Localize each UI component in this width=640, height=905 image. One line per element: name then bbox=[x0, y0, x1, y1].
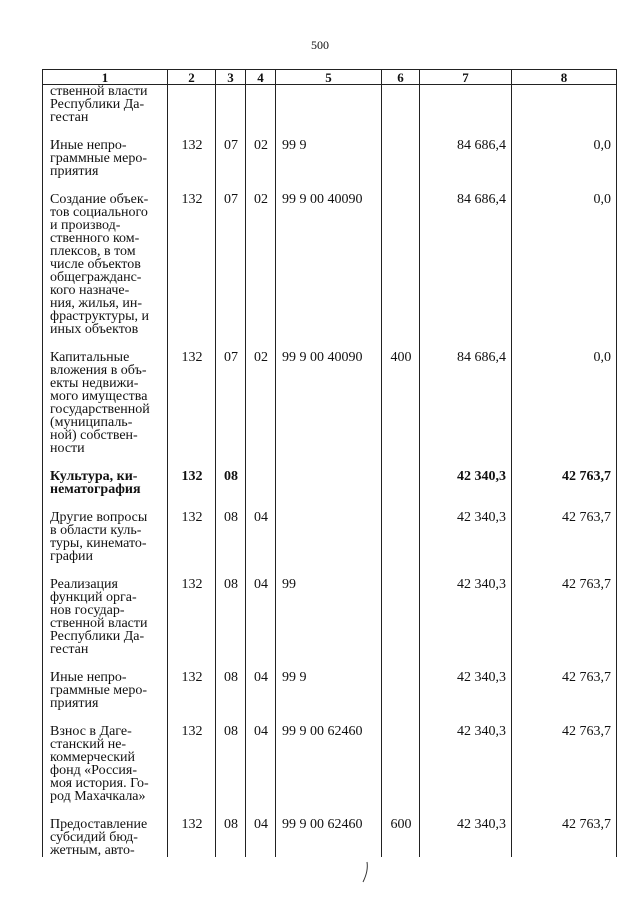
spacer-cell bbox=[216, 656, 246, 671]
table-row bbox=[43, 818, 617, 857]
spacer-cell bbox=[246, 803, 276, 818]
spacer-cell bbox=[276, 710, 382, 725]
row-name-line: Капитальные bbox=[50, 350, 130, 365]
cell-target-article: 99 9 00 62460 bbox=[276, 725, 382, 803]
cell-amount-year-1: 42 340,3 bbox=[420, 511, 512, 563]
table-row bbox=[43, 85, 617, 125]
budget-table bbox=[42, 69, 617, 857]
spacer-cell bbox=[512, 455, 617, 470]
page-number: 500 bbox=[311, 38, 329, 52]
row-name-line: Предоставление bbox=[50, 817, 148, 832]
row-name-cell bbox=[43, 351, 168, 455]
cell-amount-year-2: 42 763,7 bbox=[512, 578, 617, 656]
spacer-cell bbox=[512, 803, 617, 818]
row-name-line: числе объектов bbox=[50, 257, 141, 272]
spacer-cell bbox=[246, 178, 276, 193]
row-name-line: мого имущества bbox=[50, 389, 148, 404]
row-name-line: Реализация bbox=[50, 577, 118, 592]
row-name-cell bbox=[43, 671, 168, 710]
cell-admin-code: 132 bbox=[168, 578, 216, 656]
table-row bbox=[43, 193, 617, 336]
spacer-cell bbox=[246, 656, 276, 671]
cell-subsection: 04 bbox=[246, 578, 276, 656]
cell-amount-year-1: 42 340,3 bbox=[420, 818, 512, 857]
spacer-cell bbox=[168, 124, 216, 139]
cell-subsection: 02 bbox=[246, 193, 276, 336]
cell-section: 08 bbox=[216, 470, 246, 496]
spacer-cell bbox=[276, 656, 382, 671]
row-spacer bbox=[43, 803, 617, 818]
cell-expense-type: 400 bbox=[382, 351, 420, 455]
cell-admin-code: 132 bbox=[168, 139, 216, 178]
row-name-line: тов социального bbox=[50, 205, 148, 220]
row-name-line: приятия bbox=[50, 164, 99, 179]
cell-target-article: 99 9 00 62460 bbox=[276, 818, 382, 857]
row-name-line: плексов, в том bbox=[50, 244, 136, 259]
cell-expense-type bbox=[382, 470, 420, 496]
table-row bbox=[43, 470, 617, 496]
row-name-line: функций орга- bbox=[50, 590, 137, 605]
column-header-1: 1 bbox=[43, 70, 168, 85]
row-spacer bbox=[43, 124, 617, 139]
cell-expense-type bbox=[382, 578, 420, 656]
cell-amount-year-1: 84 686,4 bbox=[420, 351, 512, 455]
cell-amount-year-2: 42 763,7 bbox=[512, 725, 617, 803]
cell-admin-code: 132 bbox=[168, 511, 216, 563]
spacer-cell bbox=[168, 803, 216, 818]
table-row bbox=[43, 139, 617, 178]
spacer-cell bbox=[420, 336, 512, 351]
cell-section: 08 bbox=[216, 671, 246, 710]
cell-amount-year-2: 0,0 bbox=[512, 139, 617, 178]
cell-expense-type bbox=[382, 671, 420, 710]
spacer-cell bbox=[168, 455, 216, 470]
row-name-line: Республики Да- bbox=[50, 97, 145, 112]
spacer-cell bbox=[276, 455, 382, 470]
spacer-cell bbox=[216, 563, 246, 578]
table-row bbox=[43, 351, 617, 455]
spacer-cell bbox=[168, 336, 216, 351]
column-header-8: 8 bbox=[512, 70, 617, 85]
spacer-cell bbox=[420, 803, 512, 818]
spacer-cell bbox=[512, 336, 617, 351]
cell-section: 08 bbox=[216, 578, 246, 656]
row-name-line: гестан bbox=[50, 642, 89, 657]
spacer-cell bbox=[420, 455, 512, 470]
row-name-line: жетным, авто- bbox=[50, 843, 135, 858]
table-row bbox=[43, 511, 617, 563]
column-header-3: 3 bbox=[216, 70, 246, 85]
row-name-line: ственной власти bbox=[50, 84, 148, 99]
cell-admin-code: 132 bbox=[168, 351, 216, 455]
table-row bbox=[43, 578, 617, 656]
cell-expense-type bbox=[382, 193, 420, 336]
cell-admin-code: 132 bbox=[168, 671, 216, 710]
spacer-cell bbox=[216, 710, 246, 725]
cell-section bbox=[216, 85, 246, 125]
row-name-line: фонд «Россия- bbox=[50, 763, 137, 778]
spacer-cell bbox=[43, 710, 168, 725]
cell-section: 08 bbox=[216, 818, 246, 857]
spacer-cell bbox=[43, 178, 168, 193]
cell-amount-year-1: 84 686,4 bbox=[420, 193, 512, 336]
row-name-cell bbox=[43, 725, 168, 803]
row-name-line: моя история. Го- bbox=[50, 776, 149, 791]
row-name-line: (муниципаль- bbox=[50, 415, 133, 430]
row-name-line: ния, жилья, ин- bbox=[50, 296, 143, 311]
column-header-2: 2 bbox=[168, 70, 216, 85]
row-name-line: кого назначе- bbox=[50, 283, 130, 298]
row-name-line: субсидий бюд- bbox=[50, 830, 138, 845]
cell-amount-year-2: 42 763,7 bbox=[512, 511, 617, 563]
spacer-cell bbox=[216, 455, 246, 470]
row-spacer bbox=[43, 563, 617, 578]
cell-admin-code: 132 bbox=[168, 193, 216, 336]
cell-subsection: 04 bbox=[246, 725, 276, 803]
cell-amount-year-1: 84 686,4 bbox=[420, 139, 512, 178]
spacer-cell bbox=[246, 496, 276, 511]
cell-target-article bbox=[276, 470, 382, 496]
cell-subsection: 04 bbox=[246, 511, 276, 563]
row-name-line: Иные непро- bbox=[50, 670, 127, 685]
row-name-line: нематография bbox=[50, 482, 141, 497]
spacer-cell bbox=[43, 336, 168, 351]
spacer-cell bbox=[216, 496, 246, 511]
row-name-cell bbox=[43, 578, 168, 656]
row-name-line: граммные меро- bbox=[50, 683, 148, 698]
row-name-line: государственной bbox=[50, 402, 150, 417]
cell-target-article bbox=[276, 85, 382, 125]
cell-section: 07 bbox=[216, 139, 246, 178]
row-name-line: гестан bbox=[50, 110, 89, 125]
cell-expense-type bbox=[382, 725, 420, 803]
spacer-cell bbox=[43, 124, 168, 139]
spacer-cell bbox=[420, 563, 512, 578]
cell-target-article: 99 9 bbox=[276, 139, 382, 178]
row-name-line: Создание объек- bbox=[50, 192, 149, 207]
row-name-line: Другие вопросы bbox=[50, 510, 148, 525]
cell-target-article: 99 9 00 40090 bbox=[276, 193, 382, 336]
cell-admin-code bbox=[168, 85, 216, 125]
cell-expense-type bbox=[382, 139, 420, 178]
header-row bbox=[43, 70, 617, 85]
cell-amount-year-2: 42 763,7 bbox=[512, 671, 617, 710]
spacer-cell bbox=[216, 124, 246, 139]
cell-subsection: 02 bbox=[246, 139, 276, 178]
row-name-line: екты недвижи- bbox=[50, 376, 139, 391]
cell-admin-code: 132 bbox=[168, 470, 216, 496]
spacer-cell bbox=[382, 178, 420, 193]
column-header-4: 4 bbox=[246, 70, 276, 85]
spacer-cell bbox=[43, 803, 168, 818]
spacer-cell bbox=[168, 178, 216, 193]
cell-amount-year-2: 0,0 bbox=[512, 351, 617, 455]
row-name-line: графии bbox=[50, 549, 94, 564]
cell-section: 08 bbox=[216, 511, 246, 563]
row-name-line: фраструктуры, и bbox=[50, 309, 150, 324]
column-header-5: 5 bbox=[276, 70, 382, 85]
spacer-cell bbox=[168, 710, 216, 725]
row-name-cell bbox=[43, 818, 168, 857]
row-name-line: Республики Да- bbox=[50, 629, 145, 644]
table-row bbox=[43, 671, 617, 710]
row-spacer bbox=[43, 496, 617, 511]
row-name-line: туры, кинемато- bbox=[50, 536, 147, 551]
cell-subsection: 04 bbox=[246, 671, 276, 710]
row-name-cell bbox=[43, 511, 168, 563]
row-spacer bbox=[43, 336, 617, 351]
spacer-cell bbox=[382, 496, 420, 511]
cell-amount-year-1: 42 340,3 bbox=[420, 578, 512, 656]
row-name-line: станский не- bbox=[50, 737, 127, 752]
spacer-cell bbox=[276, 336, 382, 351]
spacer-cell bbox=[420, 656, 512, 671]
cell-amount-year-1: 42 340,3 bbox=[420, 725, 512, 803]
row-name-line: ности bbox=[50, 441, 85, 456]
spacer-cell bbox=[216, 178, 246, 193]
row-name-line: общегражданс- bbox=[50, 270, 142, 285]
spacer-cell bbox=[420, 496, 512, 511]
spacer-cell bbox=[43, 656, 168, 671]
cell-section: 07 bbox=[216, 351, 246, 455]
cell-amount-year-2: 0,0 bbox=[512, 193, 617, 336]
row-name-line: в области куль- bbox=[50, 523, 142, 538]
spacer-cell bbox=[168, 496, 216, 511]
cell-subsection: 04 bbox=[246, 818, 276, 857]
spacer-cell bbox=[512, 178, 617, 193]
row-spacer bbox=[43, 710, 617, 725]
cell-subsection bbox=[246, 85, 276, 125]
column-header-7: 7 bbox=[420, 70, 512, 85]
spacer-cell bbox=[512, 710, 617, 725]
spacer-cell bbox=[276, 124, 382, 139]
cell-section: 07 bbox=[216, 193, 246, 336]
spacer-cell bbox=[246, 336, 276, 351]
spacer-cell bbox=[43, 455, 168, 470]
spacer-cell bbox=[382, 336, 420, 351]
spacer-cell bbox=[512, 496, 617, 511]
row-name-cell bbox=[43, 139, 168, 178]
cell-target-article: 99 9 00 40090 bbox=[276, 351, 382, 455]
cell-amount-year-1: 42 340,3 bbox=[420, 671, 512, 710]
row-name-line: Культура, ки- bbox=[50, 469, 138, 484]
row-name-cell bbox=[43, 85, 168, 125]
cell-admin-code: 132 bbox=[168, 818, 216, 857]
row-name-line: ной) собствен- bbox=[50, 428, 138, 443]
table-row bbox=[43, 725, 617, 803]
spacer-cell bbox=[246, 124, 276, 139]
spacer-cell bbox=[512, 563, 617, 578]
row-spacer bbox=[43, 656, 617, 671]
cell-expense-type bbox=[382, 85, 420, 125]
spacer-cell bbox=[276, 563, 382, 578]
spacer-cell bbox=[382, 124, 420, 139]
cell-subsection bbox=[246, 470, 276, 496]
cell-admin-code: 132 bbox=[168, 725, 216, 803]
row-name-line: вложения в объ- bbox=[50, 363, 147, 378]
cell-target-article: 99 bbox=[276, 578, 382, 656]
spacer-cell bbox=[382, 656, 420, 671]
spacer-cell bbox=[168, 656, 216, 671]
spacer-cell bbox=[43, 496, 168, 511]
cell-amount-year-1: 42 340,3 bbox=[420, 470, 512, 496]
row-name-line: и производ- bbox=[50, 218, 121, 233]
spacer-cell bbox=[512, 656, 617, 671]
row-name-line: приятия bbox=[50, 696, 99, 711]
spacer-cell bbox=[246, 710, 276, 725]
spacer-cell bbox=[276, 496, 382, 511]
row-name-line: род Махачкала» bbox=[50, 789, 146, 804]
row-name-line: ственного ком- bbox=[50, 231, 140, 246]
row-name-line: коммерческий bbox=[50, 750, 136, 765]
cell-amount-year-2: 42 763,7 bbox=[512, 818, 617, 857]
spacer-cell bbox=[216, 336, 246, 351]
row-name-cell bbox=[43, 193, 168, 336]
spacer-cell bbox=[382, 455, 420, 470]
cell-amount-year-2 bbox=[512, 85, 617, 125]
row-name-line: иных объектов bbox=[50, 322, 139, 337]
spacer-cell bbox=[420, 710, 512, 725]
spacer-cell bbox=[246, 455, 276, 470]
row-name-cell bbox=[43, 470, 168, 496]
spacer-cell bbox=[246, 563, 276, 578]
spacer-cell bbox=[420, 124, 512, 139]
cell-amount-year-2: 42 763,7 bbox=[512, 470, 617, 496]
cell-expense-type: 600 bbox=[382, 818, 420, 857]
cell-target-article bbox=[276, 511, 382, 563]
spacer-cell bbox=[382, 710, 420, 725]
row-name-line: нов государ- bbox=[50, 603, 125, 618]
spacer-cell bbox=[420, 178, 512, 193]
table-body bbox=[43, 85, 617, 858]
spacer-cell bbox=[168, 563, 216, 578]
row-spacer bbox=[43, 178, 617, 193]
cell-amount-year-1 bbox=[420, 85, 512, 125]
row-name-line: Взнос в Даге- bbox=[50, 724, 132, 739]
row-name-line: граммные меро- bbox=[50, 151, 148, 166]
spacer-cell bbox=[43, 563, 168, 578]
cell-target-article: 99 9 bbox=[276, 671, 382, 710]
row-name-line: ственной власти bbox=[50, 616, 148, 631]
spacer-cell bbox=[276, 178, 382, 193]
row-spacer bbox=[43, 455, 617, 470]
handwritten-mark bbox=[355, 860, 375, 884]
cell-expense-type bbox=[382, 511, 420, 563]
column-header-6: 6 bbox=[382, 70, 420, 85]
spacer-cell bbox=[382, 803, 420, 818]
cell-section: 08 bbox=[216, 725, 246, 803]
spacer-cell bbox=[216, 803, 246, 818]
spacer-cell bbox=[276, 803, 382, 818]
spacer-cell bbox=[382, 563, 420, 578]
row-name-line: Иные непро- bbox=[50, 138, 127, 153]
cell-subsection: 02 bbox=[246, 351, 276, 455]
spacer-cell bbox=[512, 124, 617, 139]
